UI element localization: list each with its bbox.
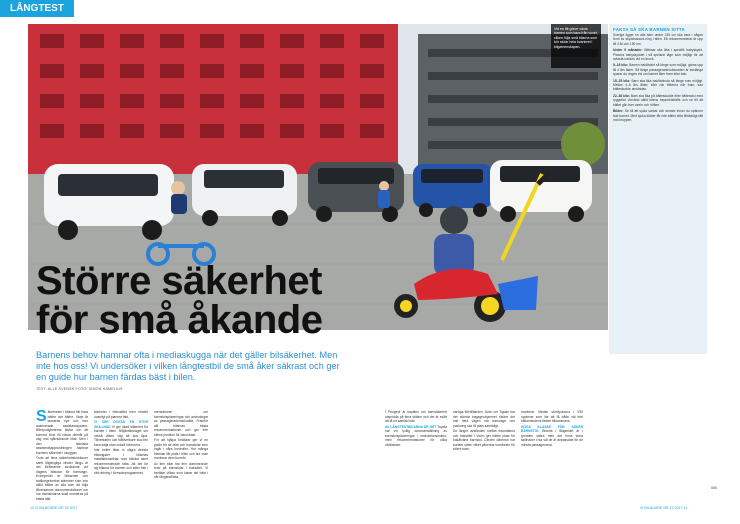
body-column-4 — [385, 410, 447, 448]
paragraph: mendationer om barnstolsplaceringar och anvisningar av passagerarkrockkudde. Framför allt bilarnas bästa rekommendationer och ger inte bilens position för barnstolar. — [154, 410, 208, 437]
paragraph: vanliga förhållanden. Även om Tiguan har det största bagageutrymmet räcker det inte hela vägen när barnvagn och packning ska få plats samtidigt. — [453, 410, 515, 428]
section-tag: LÅNGTEST — [0, 0, 74, 17]
headline-line-1: Större säkerhet — [36, 259, 322, 303]
body-column-1 — [36, 410, 88, 502]
paragraph-text: Toyota har en tydlig sammanställning av barnstolsplaceringar i instruktionsboken, med rekommendationer för olika viktklasser. — [385, 424, 447, 447]
headline — [36, 259, 356, 342]
body-column-2 — [94, 410, 148, 476]
paragraph: De längre avstånden mellan framsätena och baksätet i Volvo ger bättre plats för bakåtvänd barnstol. Citroën däremot har kortare säten vilket påverkar komforten för större barn. — [453, 429, 515, 451]
facts-item: Under 9 månader: Bäbisar ska åka i specifik babyskydd. Placera babyskyddet i så spetsrie läge som möjligt för att avlasta nacken vid en krock. — [613, 48, 703, 62]
paragraph: äkerheten i bilarna blir bara bättre och bättre. Varje år lanseras nya och mer avancerade assistanssystem. Bilmyndigheterna tävlar om att komma först till nästa delmål på väg mot självkörande bilar. Men i den tekniska assistentkapprustningen hamnar barnens säkerhet i skuggan. — [36, 410, 88, 455]
facts-box — [609, 24, 707, 354]
facts-item: Sverige ligger en alla barn under 135 cm ska vara i någon form av skyddsanord-ning i bilen. Ett rekommenderat är upp till 4 år och 150 cm. — [613, 33, 703, 46]
headline-line-2: för små åkande — [36, 298, 323, 342]
facts-body — [609, 33, 707, 122]
paragraph: Av fem bilar har fem dominerande krav på barnstolar i baksätet. Vi berättar vilken som klarar det bäst i vår långtestflotta. — [154, 461, 208, 479]
drop-cap: S — [36, 408, 47, 425]
paragraph: I Peugeot är kapitlen om barnsäkerhet utspridda på flera ställen och det är svårt att få en samlad bild. — [385, 410, 447, 423]
byline: TEXT: ALLE SVENSK FOTO: SIMON HAMELIUS — [36, 387, 123, 391]
facts-item: 15–25 kilo: Barn ska åka bakåtvända så länge som möjligt. Mellan 4–6 års ålder, eller när fötterna når fram, kan bälteskudde användas. — [613, 78, 703, 92]
paragraph: För att hjälpa föräldrar ger vi en guide för de bilar och barnstolar som ingår i våra kontroller. Hur många bilstolar får plats i bilen och hur man monterar dem korrekt. — [154, 438, 208, 460]
body-column-3 — [154, 410, 208, 481]
facts-item: Bilder: Se till att sjuka sarkar och senare innan du spänner fast barnet. Med sjuka kläder får inte bältet sitta tillräckligt tätt mot kroppen. — [613, 109, 703, 122]
footer-right: VI BILÄGARE NR 15 2017 11 — [640, 506, 688, 510]
subheading: VI SER OCKSÅ EN STOR SKILLNAD — [94, 420, 148, 429]
paragraph — [385, 425, 447, 448]
footer-left: 10 VI BILÄGARE NR 15 2017 — [30, 506, 78, 510]
subheading: HÖGA KLASSE FÖR SÄKER BARNSTOL — [521, 424, 583, 433]
paragraph-text: Bilarna i långtestet är i grunden säkra men det finns stora skillnader i hur väl de är anpassade för de minsta passagerarna. — [521, 429, 584, 447]
ingress: Barnens behov hamnar ofta i mediaskugga när det gäller bilsäkerhet. Men inte hos oss! Vi undersöker i vilken långtestbil de små åker säkrast och ger en guide hur barnen färdas bäst i bilen. — [36, 350, 340, 382]
paragraph-text: Vi ger ökad säkerhet för barnen i bilen. Biltjänstbolaget ser också vilken väg att ska löpa. Tillverkaren och biltillverkare ska inte bara sälja utan också informera. — [94, 424, 148, 447]
facts-title: FAKTA SÅ SKA BARNEN SITTA — [613, 27, 685, 32]
paragraph: Inte heller tittar vi några direkta bilstolgater i bilarnas installationsriktar, som billskot samt rekommenderade rätta. Att det lär sig bilarna för barnen och sitter inte i rätt riktning i förmodeprogrammet. — [94, 448, 148, 475]
facts-item: 9–18 kilo: Barnen bakåtvänt så länge som möjligt, gärna upp till 4 års ålder. Så länge passagerarkrockkudden är avstängd sparar du ringen vid om barnet åker fram eller bak. — [613, 63, 703, 77]
photo-caption: Vid en titt göner växte barnen som bara från vuxet, vilken följa små bilarna som kör stolar hela kvarteret i bilgemenskapen. — [551, 24, 601, 68]
paragraph: monterar. Medan störtlyckorna i V90 upplever som lite att få både väl inte bilbarnstolens fästen tillsammans. — [521, 410, 583, 423]
page-number: 000 — [711, 486, 717, 490]
subheading: AV LÅNGTESTBILARNA ÄR DET — [385, 424, 437, 429]
paragraph: klarheter i frekvalitet men relativt ovanligt på planera fakt. — [94, 410, 148, 419]
facts-item: 22–36 kilo: Barn ska åka på bälteskudde eller bältesstol med ryggstöd. Använd alltid bilens trepunktsbälte och se till att bältet går över axeln och höften. — [613, 93, 703, 107]
paragraph — [94, 420, 148, 447]
body-column-5 — [453, 410, 515, 453]
paragraph: Trots att flera säkerhetsfunktioner samt tillgängliga vinster längs är det förtfarande avvikande vid dagens bilstolar för barnvagn. Exempelvis är bilbarnen och trafikregelverket stämmer som inte alltid bättre av alla som att följa tillverkarnas rekommendationer om hur barnstolarna skall monteras på bästa sätt. — [36, 456, 88, 501]
paragraph — [521, 425, 583, 448]
body-column-6 — [521, 410, 583, 448]
